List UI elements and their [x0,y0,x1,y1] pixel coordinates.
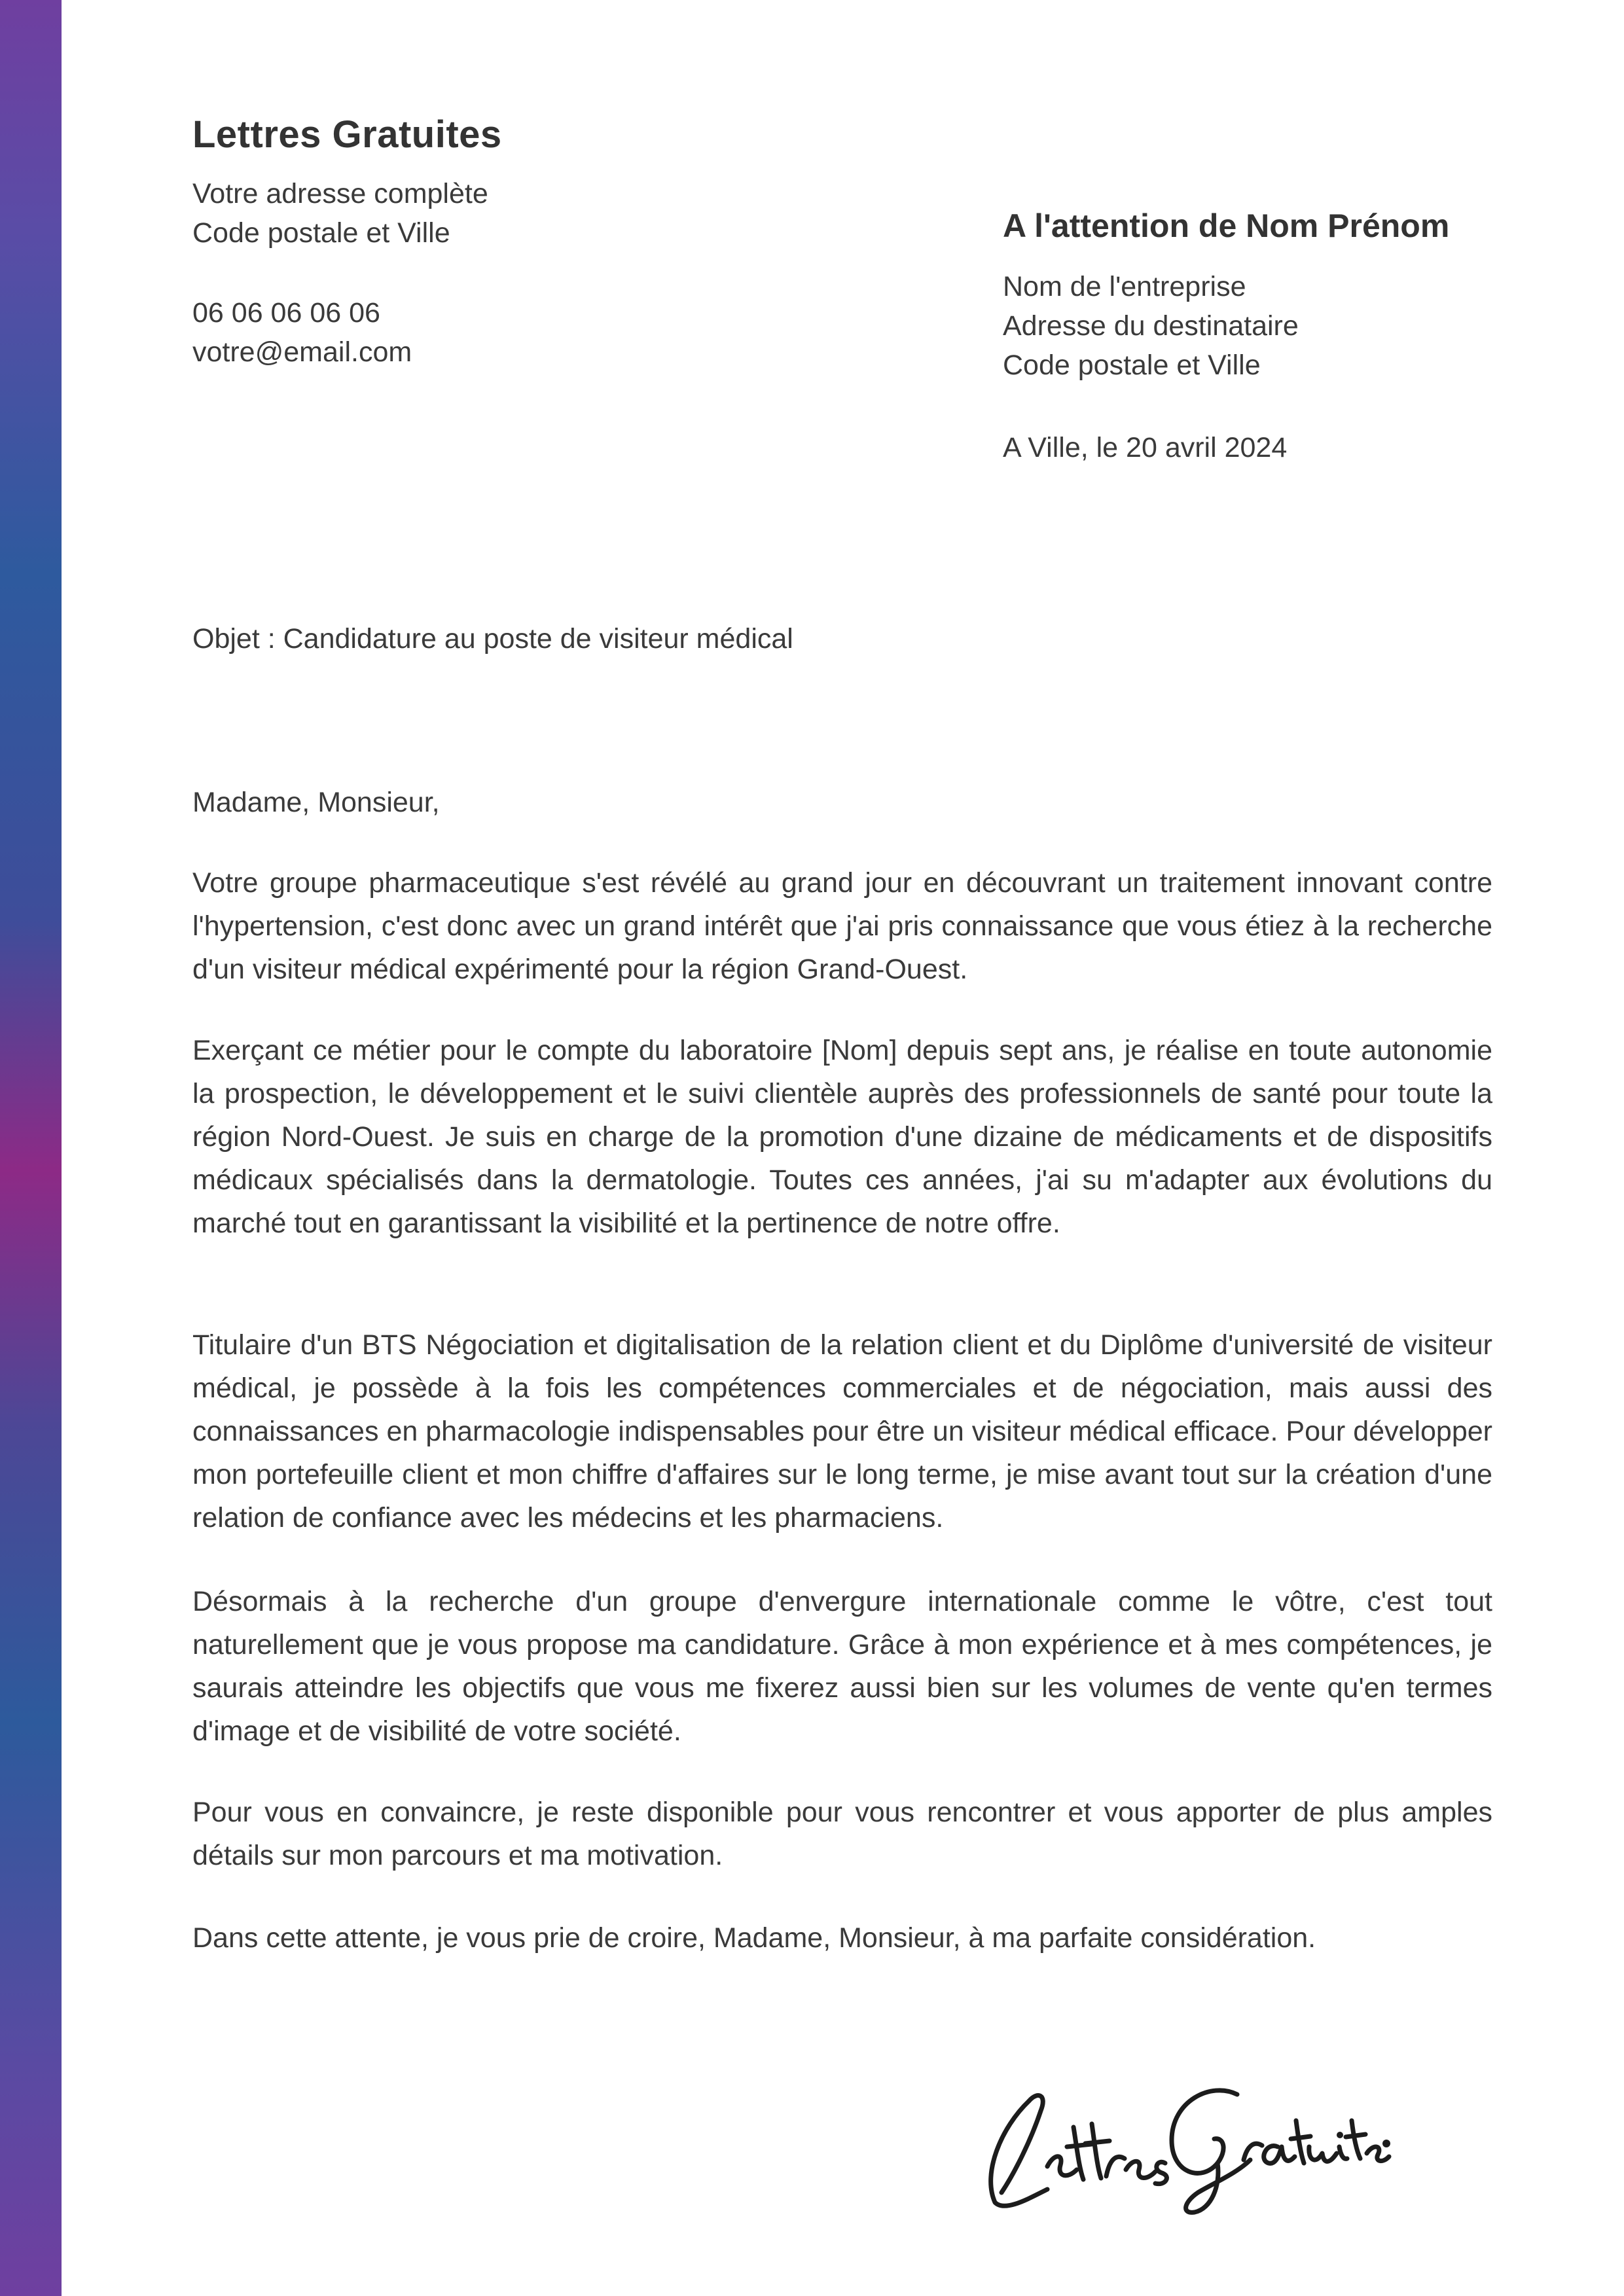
sender-email: votre@email.com [192,336,412,368]
body-paragraph-5: Pour vous en convaincre, je reste disponible pour vous rencontrer et vous apporter de plus amples détails sur mon parcours et ma motivation. [192,1797,1492,1871]
recipient-company: Nom de l'entreprise [1003,271,1246,302]
recipient-address: Adresse du destinataire [1003,310,1299,342]
recipient-city: Code postale et Ville [1003,350,1261,381]
body-paragraph-2: Exerçant ce métier pour le compte du laboratoire [Nom] depuis sept ans, je réalise en toute autonomie la prospection, le développement et le suivi clientèle auprès des professionnels de santé pour toute la région Nord-Ouest. Je suis en charge de la promotion d'une dizaine de médicaments et de dispositifs médicaux spécialisés dans la dermatologie. Toutes ces années, j'ai su m'adapter aux évolutions du marché tout en garantissant la visibilité et la pertinence de notre offre. [192,1035,1492,1239]
letter-date: A Ville, le 20 avril 2024 [1003,432,1288,463]
sender-address: Votre adresse complète [192,178,488,209]
decorative-gradient-sidebar [0,0,62,2296]
sender-city: Code postale et Ville [192,217,450,249]
letter-salutation: Madame, Monsieur, [192,787,440,818]
body-paragraph-4: Désormais à la recherche d'un groupe d'envergure internationale comme le vôtre, c'est tout naturellement que je vous propose ma candidature. Grâce à mon expérience et à mes compétences, je saurais atteindre les objectifs que vous me fixerez aussi bien sur les volumes de vente qu'en termes d'image et de visibilité de votre société. [192,1586,1492,1747]
body-paragraph-6: Dans cette attente, je vous prie de croire, Madame, Monsieur, à ma parfaite considération. [192,1922,1316,1954]
sender-phone: 06 06 06 06 06 [192,297,380,329]
sender-name: Lettres Gratuites [192,113,502,156]
recipient-title: A l'attention de Nom Prénom [1003,207,1450,244]
letter-subject: Objet : Candidature au poste de visiteur médical [192,623,793,655]
body-paragraph-3: Titulaire d'un BTS Négociation et digitalisation de la relation client et du Diplôme d'université de visiteur médical, je possède à la fois les compétences commerciales et de négociation, mais aussi des connaissances en pharmacologie indispensables pour être un visiteur médical efficace. Pour développer mon portefeuille client et mon chiffre d'affaires sur le long terme, je mise avant tout sur la création d'une relation de confiance avec les médecins et les pharmaciens. [192,1329,1492,1534]
handwritten-signature [975,2055,1394,2219]
body-paragraph-1: Votre groupe pharmaceutique s'est révélé au grand jour en découvrant un traitement innovant contre l'hypertension, c'est donc avec un grand intérêt que j'ai pris connaissance que vous étiez à la recherche d'un visiteur médical expérimenté pour la région Grand-Ouest. [192,867,1492,985]
